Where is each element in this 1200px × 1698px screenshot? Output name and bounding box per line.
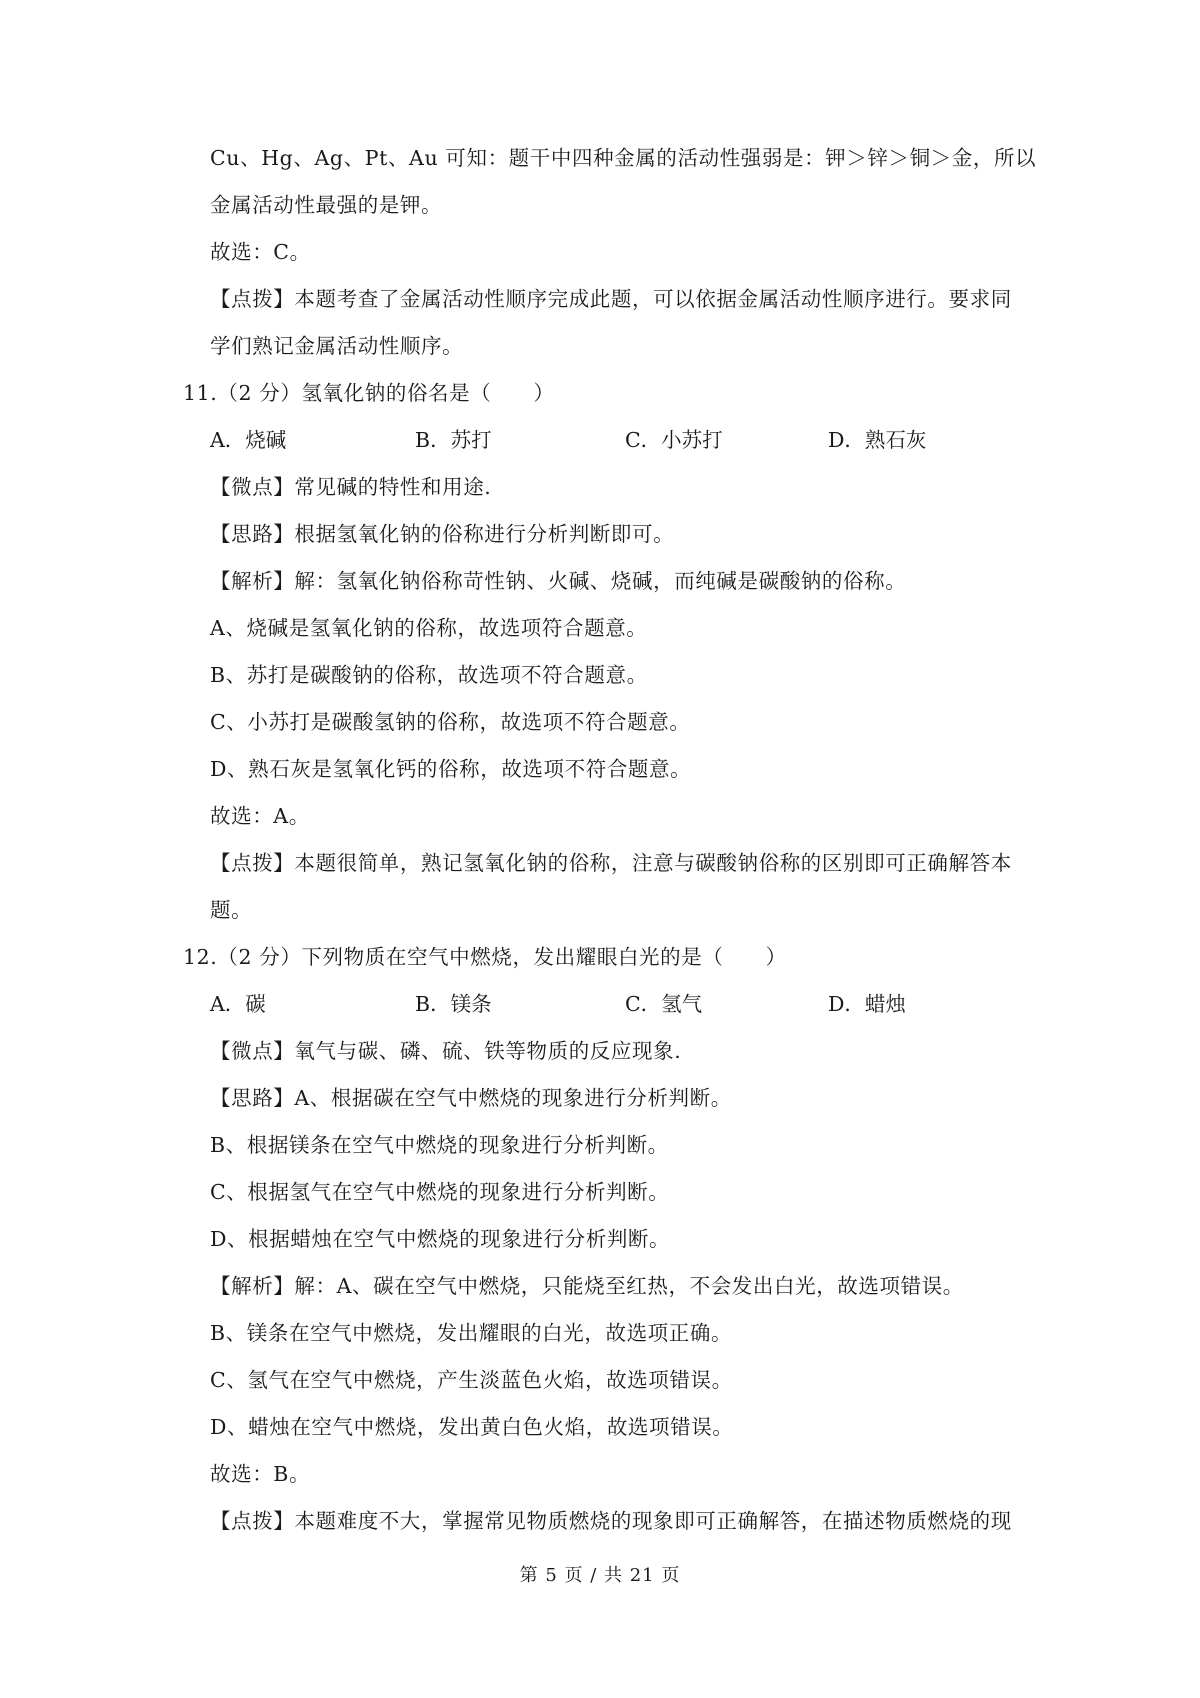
q11-option-d: D．熟石灰 (828, 428, 927, 452)
q11-analysis: 【解析】解：氢氧化钠俗称苛性钠、火碱、烧碱，而纯碱是碳酸钠的俗称。 (210, 569, 907, 593)
q12-idea-line-1: 【思路】A、根据碳在空气中燃烧的现象进行分析判断。 (210, 1086, 732, 1110)
q11-idea: 【思路】根据氢氧化钠的俗称进行分析判断即可。 (210, 522, 675, 546)
q11-tip-line-1: 【点拨】本题很简单，熟记氢氧化钠的俗称，注意与碳酸钠俗称的区别即可正确解答本 (210, 851, 1012, 875)
question-12-stem: 12.（2 分）下列物质在空气中燃烧，发出耀眼白光的是（ ） (183, 945, 787, 969)
question-11-stem: 11.（2 分）氢氧化钠的俗名是（ ） (183, 381, 555, 405)
q11-option-c: C．小苏打 (625, 428, 723, 452)
q12-analysis: 【解析】解：A、碳在空气中燃烧，只能烧至红热，不会发出白光，故选项错误。 (210, 1274, 964, 1298)
prev-tip-line-1: 【点拨】本题考查了金属活动性顺序完成此题，可以依据金属活动性顺序进行。要求同 (210, 287, 1012, 311)
q12-idea-line-3: C、根据氢气在空气中燃烧的现象进行分析判断。 (210, 1180, 670, 1204)
q12-idea-line-4: D、根据蜡烛在空气中燃烧的现象进行分析判断。 (210, 1227, 671, 1251)
q11-tip-line-2: 题。 (210, 898, 253, 922)
q12-tip-line-1: 【点拨】本题难度不大，掌握常见物质燃烧的现象即可正确解答，在描述物质燃烧的现 (210, 1509, 1012, 1533)
q12-answer: 故选：B。 (210, 1462, 311, 1486)
q11-option-b: B．苏打 (415, 428, 492, 452)
prev-explanation-line-1: Cu、Hg、Ag、Pt、Au 可知：题干中四种金属的活动性强弱是：钾＞锌＞铜＞金，所以 (210, 146, 1037, 170)
prev-answer: 故选：C。 (210, 240, 311, 264)
page-number-footer: 第 5 页 / 共 21 页 (519, 1565, 681, 1586)
q12-analysis-d: D、蜡烛在空气中燃烧，发出黄白色火焰，故选项错误。 (210, 1415, 734, 1439)
q12-point: 【微点】氧气与碳、磷、硫、铁等物质的反应现象. (210, 1039, 682, 1063)
q12-option-a: A．碳 (210, 992, 266, 1016)
q11-analysis-d: D、熟石灰是氢氧化钙的俗称，故选项不符合题意。 (210, 757, 692, 781)
q12-option-c: C．氢气 (625, 992, 703, 1016)
q12-option-d: D．蜡烛 (828, 992, 906, 1016)
q12-idea-line-2: B、根据镁条在空气中燃烧的现象进行分析判断。 (210, 1133, 669, 1157)
q11-analysis-b: B、苏打是碳酸钠的俗称，故选项不符合题意。 (210, 663, 648, 687)
q11-option-a: A．烧碱 (210, 428, 287, 452)
prev-explanation-line-2: 金属活动性最强的是钾。 (210, 193, 443, 217)
q11-point: 【微点】常见碱的特性和用途. (210, 475, 492, 499)
q12-option-b: B．镁条 (415, 992, 492, 1016)
q12-analysis-b: B、镁条在空气中燃烧，发出耀眼的白光，故选项正确。 (210, 1321, 733, 1345)
prev-tip-line-2: 学们熟记金属活动性顺序。 (210, 334, 464, 358)
q11-analysis-a: A、烧碱是氢氧化钠的俗称，故选项符合题意。 (210, 616, 648, 640)
q12-analysis-c: C、氢气在空气中燃烧，产生淡蓝色火焰，故选项错误。 (210, 1368, 733, 1392)
q11-answer: 故选：A。 (210, 804, 310, 828)
q11-analysis-c: C、小苏打是碳酸氢钠的俗称，故选项不符合题意。 (210, 710, 691, 734)
